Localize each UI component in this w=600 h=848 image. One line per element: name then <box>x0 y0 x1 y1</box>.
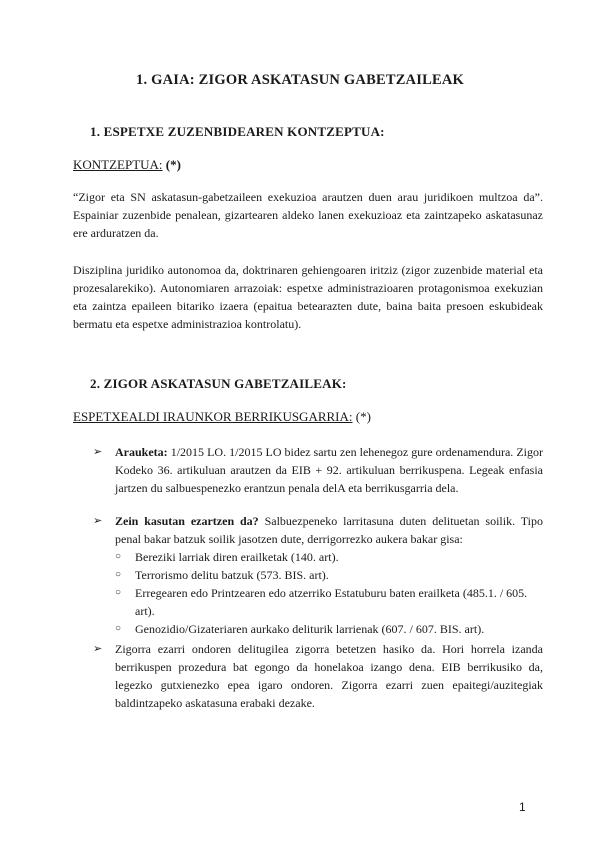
section2-label-mark: (*) <box>355 409 371 424</box>
list-item <box>93 584 543 620</box>
bullet-arauketa-body: 1/2015 LO. 1/2015 LO bidez sartu zen lehenegoz gure ordenamendura. Zigor Kodeko 36. artikuluan arautzen da EIB + 92. artikuluan berrikuspena. Legeak enfasia jartzen du salbuespenezko erantzun penala delA eta berrikusgarria dela. <box>115 445 543 495</box>
list-item-text: Terrorismo delitu batzuk (573. BIS. art). <box>135 568 329 582</box>
bullet-zein-kasutan-label: Zein kasutan ezartzen da? <box>115 514 259 528</box>
page-title: 1. GAIA: ZIGOR ASKATASUN GABETZAILEAK <box>136 72 464 88</box>
circle-bullet-icon: ○ <box>115 569 122 580</box>
bullet-arauketa-label: Arauketa: <box>115 445 168 459</box>
section2-label <box>73 409 371 425</box>
list-item-text: Genozidio/Gizateriaren aurkako deliturik larrienak (607. / 607. BIS. art). <box>135 622 485 636</box>
section1-label-text: KONTZEPTUA: <box>73 157 163 172</box>
section1-paragraph-2: Disziplina juridiko autonomoa da, doktrinaren gehiengoaren iritziz (zigor zuzenbide material eta prozesalarekiko). Autonomiaren arrazoiak: espetxe administrazioaren protagonismoa exekuzian eta zaintza epaileen bitariko izaera (epaitua betearazten dute, baina baita presoen eskubideak bermatu eta espetxe administrazioa kontrolatu). <box>73 263 543 331</box>
arrow-bullet-icon: ➢ <box>93 643 103 655</box>
crime-list <box>93 548 543 638</box>
list-item-text: Bereziki larriak diren erailketak (140. art). <box>135 550 339 564</box>
bullet-arauketa-text <box>93 443 543 497</box>
arrow-bullet-icon: ➢ <box>93 515 103 527</box>
section2-label-text: ESPETXEALDI IRAUNKOR BERRIKUSGARRIA: <box>73 409 353 424</box>
section2-heading: 2. ZIGOR ASKATASUN GABETZAILEAK: <box>90 376 347 391</box>
arrow-bullet-icon: ➢ <box>93 446 103 458</box>
section1-heading: 1. ESPETXE ZUZENBIDEAREN KONTZEPTUA: <box>90 124 385 139</box>
bullet-arauketa <box>93 443 543 497</box>
bullet-zein-kasutan-body: Salbuezpeneko larritasuna duten delituetan soilik. Tipo penal bakar batzuk soilik jasotzen dute, derrigorrezko aukera bakar gisa: <box>115 514 544 546</box>
section1-paragraph-1: “Zigor eta SN askatasun-gabetzaileen exekuzioa arautzen duen arau juridikoen multzoa da”. Espainiar zuzenbide penalean, gizartearen aldeko lanen exekuzioaz eta zaintzapeko askatasunaz ere arduratzen da. <box>73 190 543 240</box>
circle-bullet-icon: ○ <box>115 623 122 634</box>
list-item <box>93 566 543 584</box>
section1-label-mark: (*) <box>165 157 181 172</box>
list-item <box>93 548 543 566</box>
page-number: 1 <box>519 800 526 814</box>
section1-label <box>73 157 181 173</box>
circle-bullet-icon: ○ <box>115 587 122 598</box>
bullet-berrikuspena-text: Zigorra ezarri ondoren delitugilea zigorra betetzen hasiko da. Hori horrela izanda berrikuspen prozedura bat egongo da honelakoa izango dena. EIB berrikusiko da, legezko gutxienezko epea igaro ondoren. Zigorra ezarri zuen epaitegi/auzitegiak baldintzapeko askatasuna erabaki dezake. <box>115 642 543 710</box>
bullet-zein-kasutan <box>93 512 543 638</box>
bullet-berrikuspena <box>93 640 543 712</box>
bullet-zein-kasutan-text <box>93 512 543 548</box>
list-item <box>93 620 543 638</box>
circle-bullet-icon: ○ <box>115 551 122 562</box>
list-item-text: Erregearen edo Printzearen edo atzerriko Estatuburu baten erailketa (485.1. / 605. art). <box>135 586 528 618</box>
